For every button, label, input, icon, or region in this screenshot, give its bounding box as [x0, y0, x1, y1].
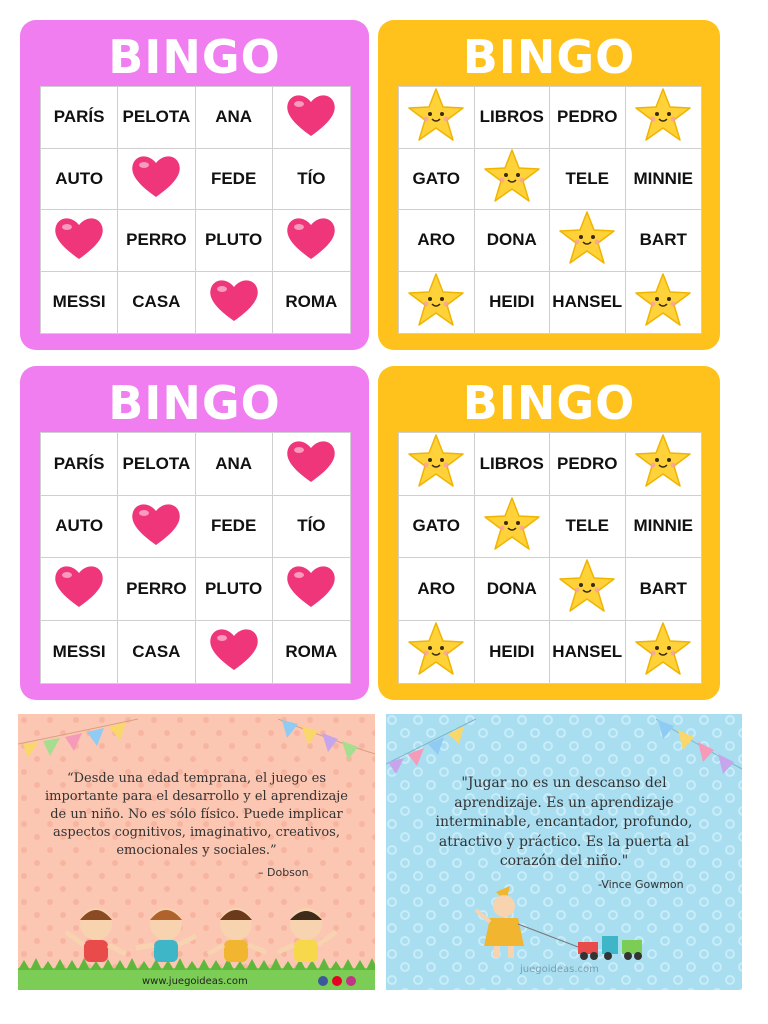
bingo-cell-label: MESSI: [52, 292, 106, 312]
bingo-cell-label: FEDE: [210, 168, 257, 188]
quote-line: importante para el desarrollo y el aprendizaje: [45, 789, 348, 804]
bingo-cell: [475, 272, 551, 334]
star-icon: [633, 87, 693, 148]
bingo-cell-label: PLUTO: [204, 230, 263, 250]
bingo-cell: [626, 558, 702, 621]
bingo-cell: [196, 433, 273, 496]
bingo-cell: [550, 210, 626, 272]
bingo-cell-label: PELOTA: [122, 453, 191, 473]
bingo-cell-label: CASA: [132, 292, 181, 312]
bingo-cell: [399, 210, 475, 272]
bingo-title: BINGO: [462, 376, 636, 430]
quote-line: corazón del niño.": [499, 853, 629, 869]
bingo-cell: [41, 210, 118, 272]
bingo-cell: [475, 210, 551, 272]
bingo-cell: [399, 272, 475, 334]
bingo-grid: [398, 86, 702, 334]
child-with-toy-train-illustration: [466, 884, 666, 964]
bingo-cell-label: ANA: [215, 107, 253, 127]
bingo-cell-label: ARO: [417, 578, 456, 598]
site-url: juegoideas.com: [520, 964, 599, 975]
bingo-title: BINGO: [462, 30, 636, 84]
quote-line: "Jugar no es un descanso del: [461, 775, 667, 791]
bingo-cell: [399, 621, 475, 684]
quote-line: emocionales y sociales.”: [116, 843, 277, 858]
star-icon: [557, 558, 617, 619]
bingo-cell: [196, 87, 273, 149]
star-icon: [406, 272, 466, 333]
bingo-cell: [196, 496, 273, 559]
bingo-cell: [626, 433, 702, 496]
bingo-card-pink-2: [20, 366, 369, 700]
bingo-cell-label: HANSEL: [552, 641, 623, 661]
quote-line: de un niño. No es sólo físico. Puede implicar: [50, 807, 343, 822]
bingo-cell: [399, 558, 475, 621]
bingo-cell: [399, 496, 475, 559]
bingo-cell-label: ROMA: [285, 641, 338, 661]
bingo-cell: [475, 149, 551, 211]
bingo-cell: [118, 87, 195, 149]
bingo-cell: [399, 149, 475, 211]
bingo-cell-label: TÍO: [297, 168, 326, 188]
bingo-cell: [196, 558, 273, 621]
bingo-cell-label: DONA: [486, 578, 537, 598]
bingo-cell: [196, 149, 273, 211]
bingo-cell-label: BART: [639, 230, 687, 250]
bingo-cell: [550, 433, 626, 496]
bingo-cell-label: BART: [639, 578, 687, 598]
bingo-cell: [475, 433, 551, 496]
bingo-cell: [196, 210, 273, 272]
bingo-cell: [273, 272, 350, 334]
bingo-cell: [550, 272, 626, 334]
bingo-cell-label: PLUTO: [204, 578, 263, 598]
star-icon: [633, 272, 693, 333]
bingo-cell: [41, 149, 118, 211]
bingo-cell-label: PERRO: [126, 230, 187, 250]
bingo-cell-label: CASA: [132, 641, 181, 661]
heart-icon: [285, 563, 337, 614]
bingo-cell: [626, 149, 702, 211]
heart-icon: [285, 438, 337, 489]
bingo-title: BINGO: [108, 376, 281, 430]
bingo-cell-label: TELE: [565, 168, 609, 188]
bingo-cell: [196, 621, 273, 684]
facebook-icon: [318, 976, 328, 986]
bingo-cell-label: LIBROS: [479, 107, 544, 127]
bingo-cell: [273, 149, 350, 211]
bingo-cell: [273, 558, 350, 621]
star-icon: [406, 621, 466, 682]
bingo-cell: [550, 621, 626, 684]
bingo-cell-label: GATO: [412, 168, 461, 188]
star-icon: [633, 433, 693, 494]
bingo-cell-label: ARO: [417, 230, 456, 250]
quote-text: [386, 774, 742, 872]
heart-icon: [285, 92, 337, 143]
star-icon: [406, 433, 466, 494]
bingo-card-pink-1: [20, 20, 369, 350]
bingo-cell-label: ANA: [215, 453, 253, 473]
bingo-cell: [41, 496, 118, 559]
star-icon: [557, 210, 617, 271]
bingo-cell: [626, 210, 702, 272]
bingo-cell: [626, 496, 702, 559]
quote-panel-gowmon: [386, 714, 742, 990]
quote-line: aprendizaje. Es un aprendizaje: [454, 794, 674, 811]
bingo-cell-label: PARÍS: [53, 453, 105, 473]
bingo-cell: [626, 272, 702, 334]
heart-icon: [130, 153, 182, 204]
bingo-cell: [118, 558, 195, 621]
quote-line: aspectos cognitivos, imaginativo, creativos,: [53, 825, 340, 840]
star-icon: [482, 496, 542, 557]
bingo-cell: [196, 272, 273, 334]
bingo-cell: [118, 272, 195, 334]
bingo-cell: [626, 87, 702, 149]
quote-line: atractivo y práctico. Es la puerta al: [438, 833, 690, 850]
heart-icon: [53, 215, 105, 266]
bingo-cell-label: GATO: [412, 516, 461, 536]
bingo-cell: [475, 87, 551, 149]
bingo-cell: [41, 558, 118, 621]
bingo-cell: [399, 433, 475, 496]
bingo-cell-label: HEIDI: [489, 641, 535, 661]
quote-author: – Dobson: [258, 866, 309, 879]
star-icon: [633, 621, 693, 682]
bingo-card-yellow-2: [378, 366, 720, 700]
bingo-cell: [118, 210, 195, 272]
bingo-grid: [40, 432, 351, 684]
star-icon: [406, 87, 466, 148]
bingo-cell: [41, 621, 118, 684]
bingo-cell: [118, 433, 195, 496]
star-icon: [482, 149, 542, 210]
heart-icon: [130, 501, 182, 552]
bingo-cell: [550, 558, 626, 621]
bingo-cell-label: ROMA: [285, 292, 338, 312]
bingo-cell: [41, 272, 118, 334]
bingo-cell: [273, 210, 350, 272]
quote-author: -Vince Gowmon: [598, 878, 684, 891]
bingo-cell-label: PERRO: [126, 578, 187, 598]
bingo-cell-label: MINNIE: [633, 516, 693, 536]
bingo-cell-label: HANSEL: [552, 292, 623, 312]
bingo-cell: [550, 87, 626, 149]
bingo-card-yellow-1: [378, 20, 720, 350]
bingo-grid: [40, 86, 351, 334]
site-url: www.juegoideas.com: [142, 976, 248, 987]
bingo-cell-label: PARÍS: [53, 107, 105, 127]
bingo-cell: [118, 149, 195, 211]
bingo-cell-label: TÍO: [297, 516, 326, 536]
pinterest-icon: [332, 976, 342, 986]
children-illustration: [18, 890, 375, 990]
bingo-cell: [399, 87, 475, 149]
quote-line: “Desde una edad temprana, el juego es: [66, 771, 327, 786]
bingo-cell-label: HEIDI: [489, 292, 535, 312]
bingo-cell-label: MESSI: [52, 641, 106, 661]
quote-line: interminable, encantador, profundo,: [435, 814, 693, 830]
bingo-cell-label: DONA: [486, 230, 537, 250]
bingo-cell: [475, 621, 551, 684]
heart-icon: [208, 277, 260, 328]
bingo-cell-label: AUTO: [55, 516, 104, 536]
bingo-cell-label: PEDRO: [557, 107, 618, 127]
bingo-cell: [550, 149, 626, 211]
bingo-title: BINGO: [108, 30, 281, 84]
heart-icon: [285, 215, 337, 266]
bingo-grid: [398, 432, 702, 684]
bingo-cell: [273, 496, 350, 559]
bingo-cell-label: PELOTA: [122, 107, 191, 127]
bingo-cell: [118, 621, 195, 684]
bingo-cell-label: TELE: [565, 516, 609, 536]
bingo-cell: [550, 496, 626, 559]
quote-text: [18, 770, 375, 860]
bingo-cell: [626, 621, 702, 684]
bingo-cell-label: LIBROS: [479, 453, 544, 473]
bingo-cell: [273, 87, 350, 149]
quote-panel-dobson: [18, 714, 375, 990]
bingo-cell-label: PEDRO: [557, 453, 618, 473]
bingo-cell: [41, 87, 118, 149]
bingo-cell: [273, 621, 350, 684]
bingo-cell: [475, 496, 551, 559]
bingo-cell-label: MINNIE: [633, 168, 693, 188]
heart-icon: [53, 563, 105, 614]
bingo-cell-label: AUTO: [55, 168, 104, 188]
bingo-cell: [41, 433, 118, 496]
heart-icon: [208, 626, 260, 677]
bingo-cell: [118, 496, 195, 559]
instagram-icon: [346, 976, 356, 986]
bingo-cell-label: FEDE: [210, 516, 257, 536]
social-icons: [318, 976, 356, 986]
bingo-cell: [475, 558, 551, 621]
bingo-cell: [273, 433, 350, 496]
